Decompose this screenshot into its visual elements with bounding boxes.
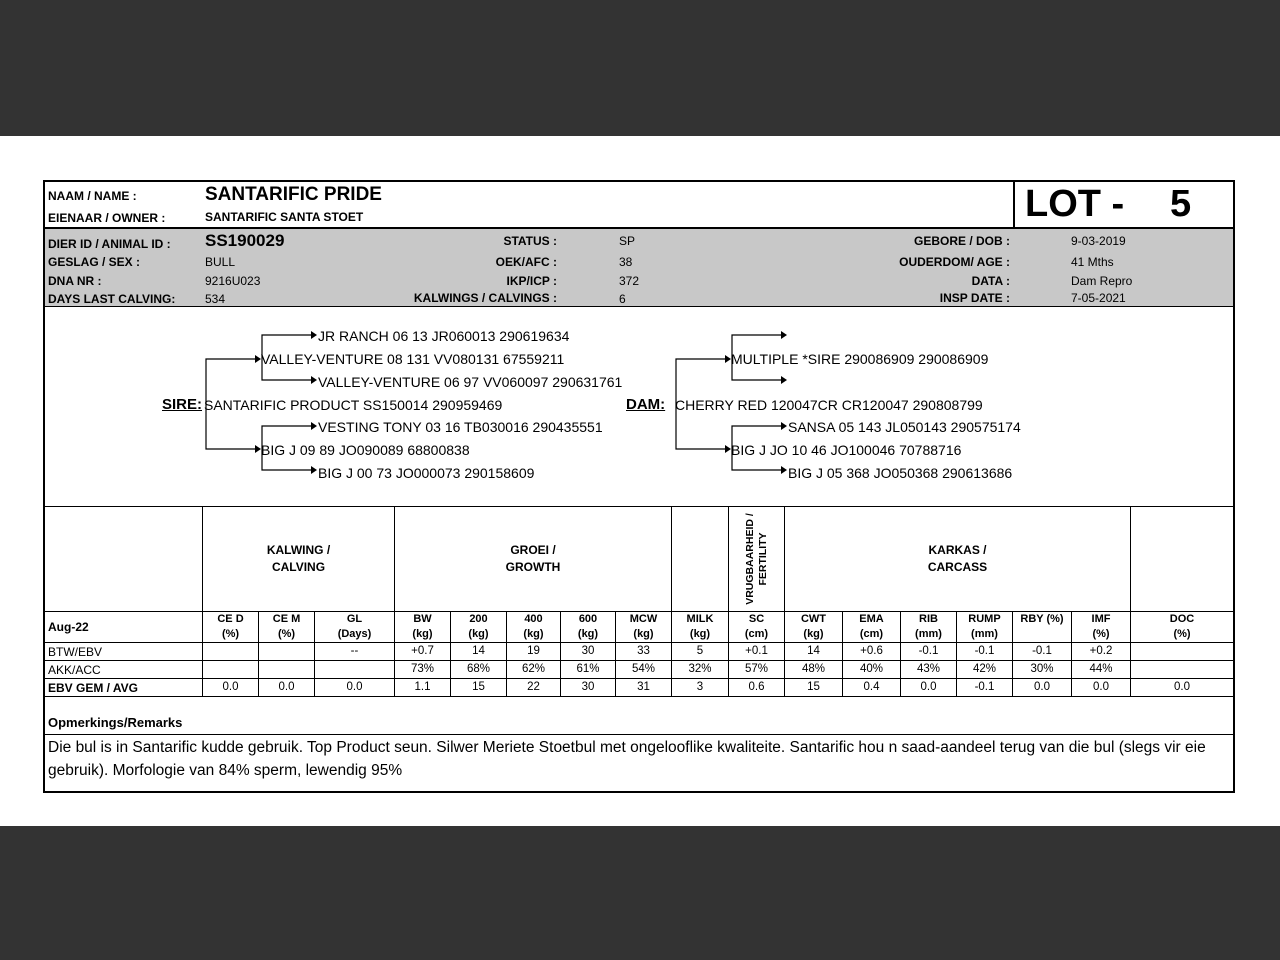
insp-label: INSP DATE :: [939, 291, 1010, 305]
ebv-cell: 0.0: [222, 681, 239, 693]
ebv-cell: 48%: [801, 663, 826, 675]
column-header: CE M (%): [272, 613, 301, 640]
sire-dam: BIG J 09 89 JO090089 68800838: [261, 442, 470, 458]
lot-number: 5: [1170, 183, 1192, 225]
remarks-title: Opmerkings/Remarks: [48, 715, 183, 730]
dam: CHERRY RED 120047CR CR120047 290808799: [675, 397, 983, 413]
ebv-cell: +0.2: [1089, 645, 1113, 657]
ebv-cell: 3: [696, 681, 704, 693]
divider: [45, 734, 1233, 735]
column-header: GL (Days): [337, 613, 372, 640]
dob-value: 9-03-2019: [1071, 234, 1126, 248]
dam-dam-sire: SANSA 05 143 JL050143 290575174: [788, 419, 1021, 435]
column-header: 400 (kg): [523, 613, 544, 640]
sire-dam-dam: BIG J 00 73 JO000073 290158609: [318, 465, 535, 481]
ebv-cell: --: [350, 645, 359, 657]
group-calving: KALWING / CALVING: [266, 543, 331, 574]
ebv-cell: 57%: [744, 663, 769, 675]
ebv-cell: 14: [472, 645, 485, 657]
afc-label: OEK/AFC :: [495, 255, 557, 269]
insp-value: 7-05-2021: [1071, 291, 1126, 305]
data-label: DATA :: [971, 274, 1010, 288]
owner-label: EIENAAR / OWNER :: [48, 211, 166, 225]
ebv-cell: 0.0: [1034, 681, 1050, 693]
ebv-cell: -0.1: [974, 681, 995, 693]
column-header: SC (cm): [744, 613, 769, 640]
owner-name: SANTARIFIC SANTA STOET: [205, 210, 364, 224]
animal-id: SS190029: [205, 231, 285, 250]
afc-value: 38: [619, 255, 633, 269]
sire-label: SIRE:: [162, 396, 203, 413]
sire-sire: VALLEY-VENTURE 08 131 VV080131 67559211: [261, 351, 565, 367]
group-growth: GROEI / GROWTH: [505, 543, 561, 574]
ebv-cell: +0.1: [745, 645, 768, 657]
lot-box: [1013, 182, 1235, 227]
ebv-cell: 14: [807, 645, 820, 657]
ebv-cell: 62%: [521, 663, 546, 675]
ebv-date: Aug-22: [48, 620, 89, 634]
ebv-cell: 31: [637, 681, 650, 693]
ebv-cell: 43%: [916, 663, 941, 675]
ebv-cell: 0.0: [1093, 681, 1109, 693]
ebv-cell: 44%: [1089, 663, 1113, 675]
data-value: Dam Repro: [1071, 274, 1133, 288]
ebv-cell: 15: [807, 681, 820, 693]
column-header: MCW (kg): [629, 613, 658, 640]
bull-lot-card: [43, 180, 1235, 793]
remarks-text: Die bul is in Santarific kudde gebruik. Top Product seun. Silwer Meriete Stoetbul met ongelooflike kwaliteite. Santarific hou n saad-aandeel terug van die bul (slegs vir eie gebruik). Morfologie van 84% sperm, lewendig 95%: [48, 739, 1206, 779]
group-fertility: VRUGBAARHEID / FERTILITY: [743, 512, 769, 605]
ebv-cell: 61%: [576, 663, 600, 675]
ebv-cell: 68%: [466, 663, 491, 675]
ebv-cell: 0.0: [920, 681, 937, 693]
ebv-cell: 33: [637, 645, 650, 657]
ebv-cell: 0.0: [278, 681, 295, 693]
column-header: CE D (%): [217, 613, 244, 640]
icp-value: 372: [619, 274, 640, 288]
dam-dam-dam: BIG J 05 368 JO050368 290613686: [788, 465, 1013, 481]
sire: SANTARIFIC PRODUCT SS150014 290959469: [204, 397, 503, 413]
ebv-cell: 1.1: [414, 681, 431, 693]
sire-sire-dam: VALLEY-VENTURE 06 97 VV060097 290631761: [318, 374, 623, 390]
column-header: 200 (kg): [468, 613, 489, 640]
dna-value: 9216U023: [205, 274, 261, 288]
ebv-cell: 42%: [972, 663, 997, 675]
ebv-cell: -0.1: [1032, 645, 1052, 657]
column-header: IMF (%): [1091, 613, 1111, 640]
column-header: EMA (cm): [859, 613, 884, 640]
group-carcass: KARKAS / CARCASS: [927, 543, 988, 574]
status-label: STATUS :: [503, 234, 557, 248]
row-label-avg: EBV GEM / AVG: [48, 681, 139, 695]
icp-label: IKP/ICP :: [506, 274, 557, 288]
ebv-cell: 22: [527, 681, 540, 693]
animal-id-label: DIER ID / ANIMAL ID :: [48, 237, 171, 251]
column-header: DOC (%): [1169, 613, 1195, 640]
column-header: RUMP (mm): [968, 613, 1001, 640]
column-header: 600 (kg): [577, 613, 599, 640]
ebv-cell: 30: [581, 645, 595, 657]
ebv-cell: -0.1: [918, 645, 939, 657]
animal-info-block: [45, 229, 1233, 306]
ebv-cell: 30: [581, 681, 595, 693]
ebv-cell: 19: [527, 645, 540, 657]
days-label: DAYS LAST CALVING:: [48, 292, 176, 306]
calvings-label: KALWINGS / CALVINGS :: [413, 291, 557, 305]
ebv-cell: 0.0: [346, 681, 363, 693]
column-header: MILK (kg): [686, 613, 714, 640]
ebv-cell: 0.0: [1174, 681, 1190, 693]
days-value: 534: [205, 292, 226, 306]
ebv-cell: 54%: [631, 663, 656, 675]
age-value: 41 Mths: [1071, 255, 1114, 269]
lot-label: LOT -: [1025, 183, 1125, 225]
ebv-cell: +0.7: [411, 645, 434, 657]
sex-label: GESLAG / SEX :: [48, 255, 141, 269]
status-value: SP: [619, 234, 636, 248]
column-header: BW (kg): [412, 613, 433, 640]
ebv-cell: 15: [472, 681, 485, 693]
column-header: RIB (mm): [915, 613, 942, 640]
ebv-cell: 32%: [688, 663, 712, 675]
dam-sire: MULTIPLE *SIRE 290086909 290086909: [731, 351, 989, 367]
sire-sire-sire: JR RANCH 06 13 JR060013 290619634: [318, 328, 570, 344]
ebv-cell: +0.6: [860, 645, 883, 657]
divider: [45, 506, 1233, 507]
ebv-cell: 5: [696, 645, 704, 657]
dam-dam: BIG J JO 10 46 JO100046 70788716: [731, 442, 962, 458]
ebv-cell: 73%: [410, 663, 435, 675]
sex-value: BULL: [205, 255, 236, 269]
ebv-cell: -0.1: [974, 645, 995, 657]
age-label: OUDERDOM/ AGE :: [899, 255, 1010, 269]
calvings-value: 6: [619, 292, 626, 306]
dob-label: GEBORE / DOB :: [913, 234, 1010, 248]
row-label-ebv: BTW/EBV: [48, 645, 103, 659]
name-label: NAAM / NAME :: [48, 189, 137, 203]
animal-name: SANTARIFIC PRIDE: [205, 184, 382, 205]
ebv-cell: 0.6: [748, 681, 765, 693]
row-label-acc: AKK/ACC: [48, 663, 101, 677]
column-header: CWT (kg): [800, 613, 827, 640]
ebv-cell: 40%: [859, 663, 884, 675]
column-header: RBY (%): [1020, 613, 1064, 625]
dna-label: DNA NR :: [48, 274, 102, 288]
dam-label: DAM:: [626, 396, 666, 413]
ebv-cell: 0.4: [863, 681, 880, 693]
ebv-cell: 30%: [1030, 663, 1054, 675]
sire-dam-sire: VESTING TONY 03 16 TB030016 290435551: [318, 419, 603, 435]
